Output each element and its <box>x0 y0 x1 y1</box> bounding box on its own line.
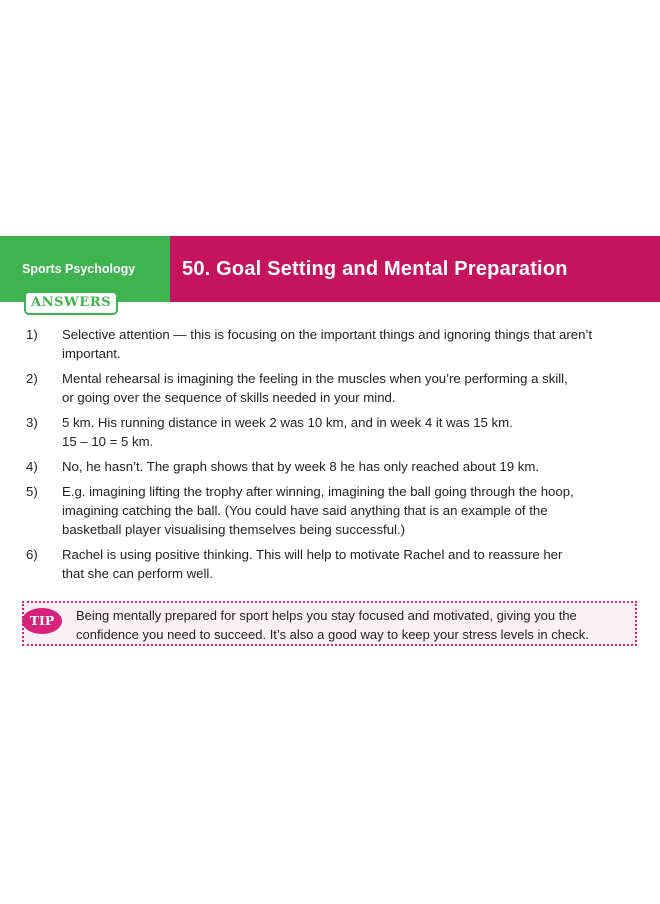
answer-line: 15 – 10 = 5 km. <box>62 434 154 449</box>
answer-text <box>62 325 646 363</box>
answers-badge: ANSWERS <box>24 291 118 315</box>
answer-text <box>62 457 646 476</box>
answer-line: important. <box>62 346 121 361</box>
answer-1 <box>26 325 646 363</box>
answer-text <box>62 369 646 407</box>
answer-2 <box>26 369 646 407</box>
answer-line: 5 km. His running distance in week 2 was 10 km, and in week 4 it was 15 km. <box>62 415 513 430</box>
answer-number: 5) <box>26 484 38 499</box>
answer-line: E.g. imagining lifting the trophy after winning, imagining the ball going through the hoop, <box>62 484 574 499</box>
answer-line: basketball player visualising themselves being successful.) <box>62 522 406 537</box>
answer-3 <box>26 413 646 451</box>
answer-line: Rachel is using positive thinking. This will help to motivate Rachel and to reassure her <box>62 547 563 562</box>
answer-line: imagining catching the ball. (You could have said anything that is an example of the <box>62 503 548 518</box>
answer-number: 2) <box>26 371 38 386</box>
answer-text <box>62 482 646 539</box>
answer-number: 3) <box>26 415 38 430</box>
answer-line: Mental rehearsal is imagining the feeling in the muscles when you’re performing a skill, <box>62 371 568 386</box>
tip-badge: TIP <box>22 608 62 634</box>
topic-label: Sports Psychology <box>0 236 170 302</box>
tip-line: Being mentally prepared for sport helps you stay focused and motivated, giving you the <box>76 608 577 623</box>
answer-line: that she can perform well. <box>62 566 213 581</box>
answer-line: Selective attention — this is focusing on the important things and ignoring things that aren’t <box>62 327 593 342</box>
answer-line: or going over the sequence of skills needed in your mind. <box>62 390 396 405</box>
tip-text <box>76 606 636 644</box>
answer-number: 1) <box>26 327 38 342</box>
answer-text <box>62 545 646 583</box>
answer-line: No, he hasn’t. The graph shows that by week 8 he has only reached about 19 km. <box>62 459 539 474</box>
answer-text <box>62 413 646 451</box>
tip-line: confidence you need to succeed. It’s also a good way to keep your stress levels in check. <box>76 627 589 642</box>
answer-6 <box>26 545 646 583</box>
answers-list <box>26 325 646 589</box>
tip-box <box>22 601 637 646</box>
answer-4 <box>26 457 646 476</box>
answer-5 <box>26 482 646 539</box>
answer-number: 4) <box>26 459 38 474</box>
answer-number: 6) <box>26 547 38 562</box>
page-title: 50. Goal Setting and Mental Preparation <box>170 236 660 302</box>
